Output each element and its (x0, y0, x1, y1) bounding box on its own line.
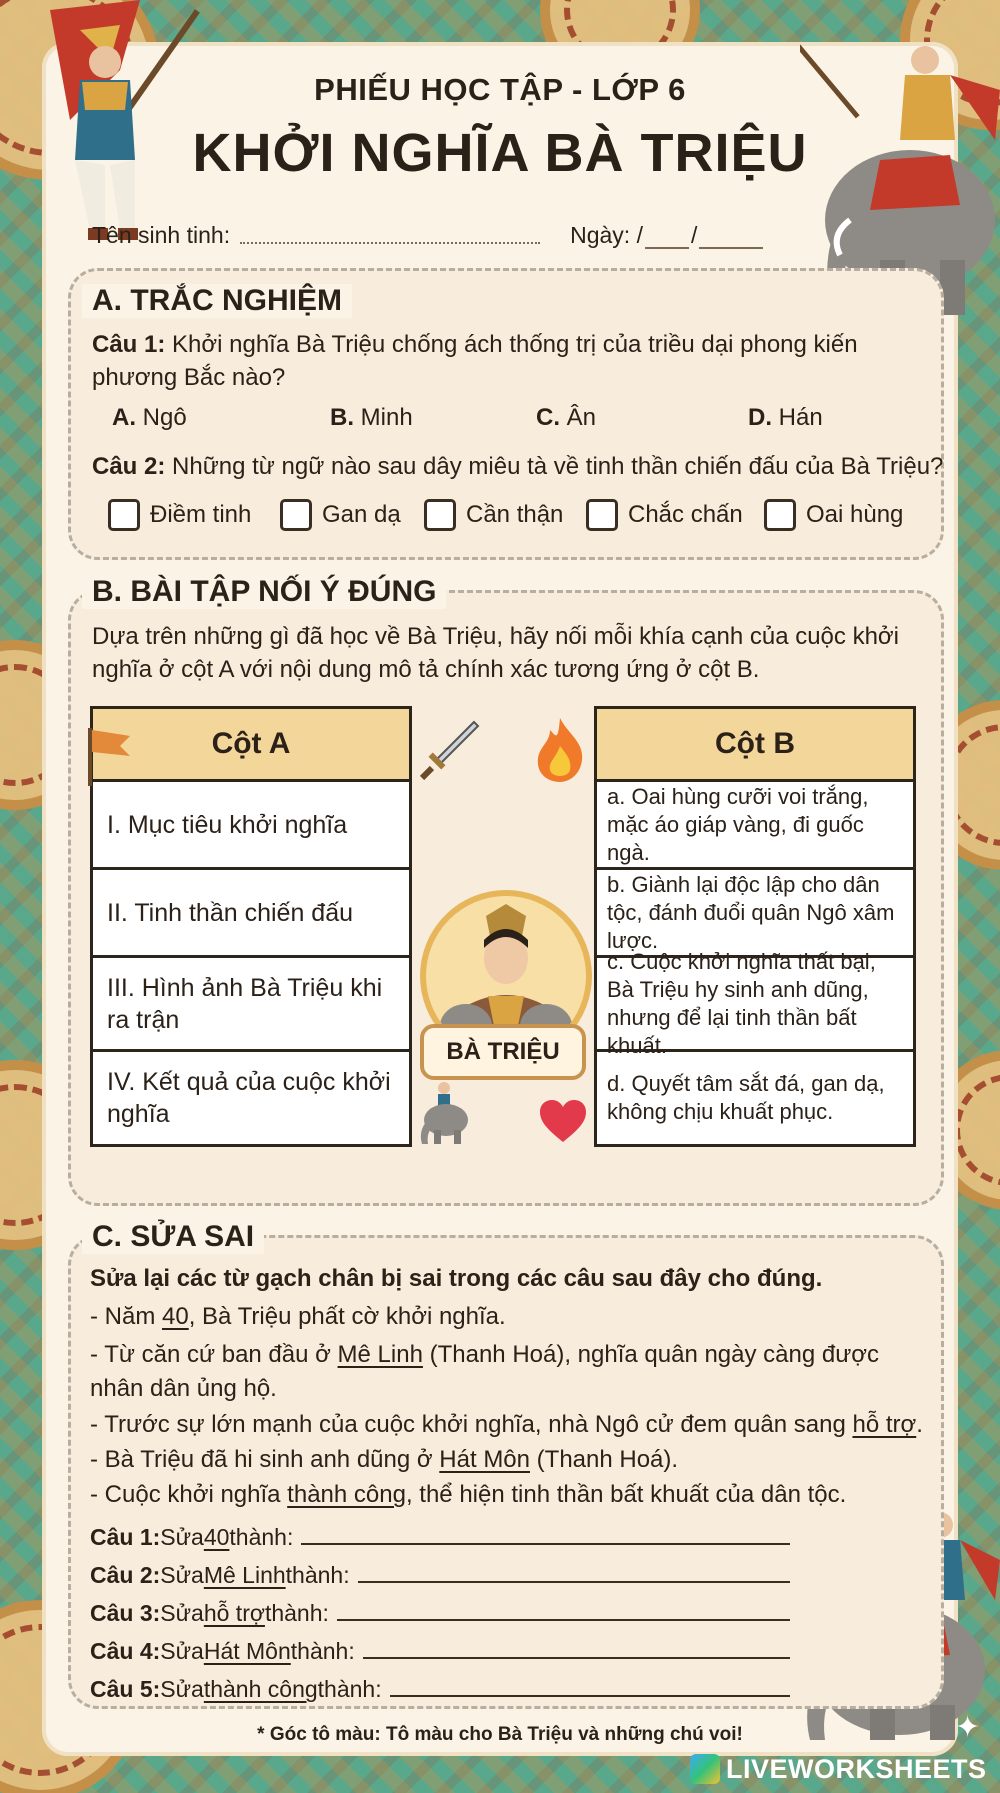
answer-line[interactable] (301, 1542, 790, 1545)
heart-icon (538, 1098, 588, 1144)
liveworksheets-logo[interactable]: LIVEWORKSHEETS (690, 1750, 987, 1788)
sparkle-icon: ✦ (955, 1711, 981, 1744)
section-b-instruction: Dựa trên những gì đã học về Bà Triệu, hãy nối mỗi khía cạnh của cuộc khởi nghĩa ở cột A với nội dung mô tả chính xác tương ứng ở cột B. (92, 623, 899, 683)
column-b-item[interactable]: c. Cuộc khởi nghĩa thất bại, Bà Triệu hy sinh anh dũng, nhưng để lại tinh thần bất khuất. (597, 958, 913, 1052)
question-2-label: Câu 2: (92, 453, 166, 480)
statement-4: - Bà Triệu đã hi sinh anh dũng ở Hát Môn (Thanh Hoá). (90, 1446, 679, 1473)
column-a-item[interactable]: II. Tinh thần chiến đấu (93, 870, 409, 958)
worksheet-title: KHỞI NGHĨA BÀ TRIỆU (192, 123, 808, 183)
option-c[interactable]: C. Ân (536, 404, 597, 431)
answer-line[interactable] (390, 1694, 790, 1697)
option-b[interactable]: B. Minh (330, 404, 413, 431)
option-a[interactable]: A. Ngô (112, 404, 187, 431)
underlined-word: 40 (162, 1303, 189, 1330)
fix-row-3: Câu 3: Sửa hỗ trợ thành: (90, 1600, 790, 1627)
fix-row-5: Câu 5: Sửa thành công thành: (90, 1676, 790, 1703)
fix-row-2: Câu 2: Sửa Mê Linh thành: (90, 1562, 790, 1589)
flag-icon (84, 724, 134, 786)
underlined-word: hỗ trợ (852, 1411, 917, 1438)
column-a-table (90, 706, 412, 1147)
question-1-label: Câu 1: (92, 331, 166, 358)
column-a-item[interactable]: I. Mục tiêu khởi nghĩa (93, 782, 409, 870)
section-a-title: A. TRẮC NGHIỆM (82, 284, 352, 318)
checkbox[interactable] (280, 499, 312, 531)
checkbox[interactable] (764, 499, 796, 531)
answer-line[interactable] (358, 1580, 790, 1583)
elephant-icon (414, 1078, 474, 1146)
statement-3: - Trước sự lớn mạnh của cuộc khởi nghĩa, nhà Ngô cử đem quân sang hỗ trợ. (90, 1411, 923, 1438)
statement-2-continued: nhân dân ủng hộ. (90, 1375, 277, 1402)
column-a-header: Cột A (93, 709, 409, 782)
answer-line[interactable] (363, 1656, 790, 1659)
student-info-row (92, 222, 792, 249)
checkbox-option[interactable]: Điềm tinh (108, 499, 251, 531)
date-separator: / (690, 222, 698, 248)
question-2 (92, 450, 942, 483)
name-field[interactable] (240, 241, 540, 244)
column-b-item[interactable]: d. Quyết tâm sắt đá, gan dạ, không chịu khuất phục. (607, 1071, 885, 1124)
checkbox-option[interactable]: Gan dạ (280, 499, 401, 531)
column-a-item[interactable]: IV. Kết quả của cuộc khởi nghĩa (107, 1068, 391, 1128)
underlined-word: Mê Linh (337, 1341, 423, 1368)
section-c-instruction: Sửa lại các từ gạch chân bị sai trong các câu sau đây cho đúng. (90, 1265, 823, 1292)
underlined-word: thành công (287, 1481, 406, 1508)
coloring-note: * Góc tô màu: Tô màu cho Bà Triệu và những chú voi! (257, 1724, 743, 1745)
date-field-month[interactable] (699, 246, 763, 249)
statement-2: - Từ căn cứ ban đầu ở Mê Linh (Thanh Hoá), nghĩa quân ngày càng được (90, 1341, 880, 1368)
checkbox-option[interactable]: Cần thận (424, 499, 563, 531)
column-a-item[interactable]: III. Hình ảnh Bà Triệu khi ra trận (93, 958, 409, 1052)
underlined-word: Hát Môn (439, 1446, 530, 1473)
liveworksheets-icon (690, 1754, 720, 1784)
date-label: Ngày: / (570, 222, 643, 248)
statement-5: - Cuộc khởi nghĩa thành công, thể hiện tinh thần bất khuất của dân tộc. (90, 1481, 847, 1508)
column-b-table (594, 706, 916, 1147)
fix-row-1: Câu 1: Sửa 40 thành: (90, 1524, 790, 1551)
column-b-item[interactable]: a. Oai hùng cưỡi voi trắng, mặc áo giáp vàng, đi guốc ngà. (597, 782, 913, 870)
question-1 (92, 328, 922, 394)
fix-row-4: Câu 4: Sửa Hát Môn thành: (90, 1638, 790, 1665)
option-d[interactable]: D. Hán (748, 404, 823, 431)
question-2-text: Những từ ngữ nào sau dây miêu tà về tinh thần chiến đấu của Bà Triệu? (172, 453, 944, 480)
checkbox-option[interactable]: Chắc chấn (586, 499, 743, 531)
question-1-text: Khởi nghĩa Bà Triệu chống ách thống trị của triều dại phong kiến phương Bắc nào? (92, 331, 858, 391)
section-c-title: C. SỬA SAI (82, 1220, 264, 1254)
column-b-header: Cột B (597, 709, 913, 782)
section-b-title: B. BÀI TẬP NỐI Ý ĐÚNG (82, 575, 446, 609)
checkbox-option[interactable]: Oai hùng (764, 499, 903, 531)
statement-1: - Năm 40, Bà Triệu phất cờ khởi nghĩa. (90, 1303, 506, 1330)
column-b-item[interactable]: b. Giành lại độc lập cho dân tộc, đánh đuổi quân Ngô xâm lược. (597, 870, 913, 958)
answer-line[interactable] (337, 1618, 790, 1621)
worksheet-subtitle: PHIẾU HỌC TẬP - LỚP 6 (314, 72, 686, 107)
date-field-day[interactable] (645, 246, 689, 249)
ba-trieu-label: BÀ TRIỆU (420, 1024, 586, 1080)
sword-icon (412, 716, 482, 786)
checkbox[interactable] (586, 499, 618, 531)
checkbox[interactable] (424, 499, 456, 531)
name-label: Tên sinh tinh: (92, 222, 231, 248)
checkbox[interactable] (108, 499, 140, 531)
fire-icon (532, 716, 588, 784)
